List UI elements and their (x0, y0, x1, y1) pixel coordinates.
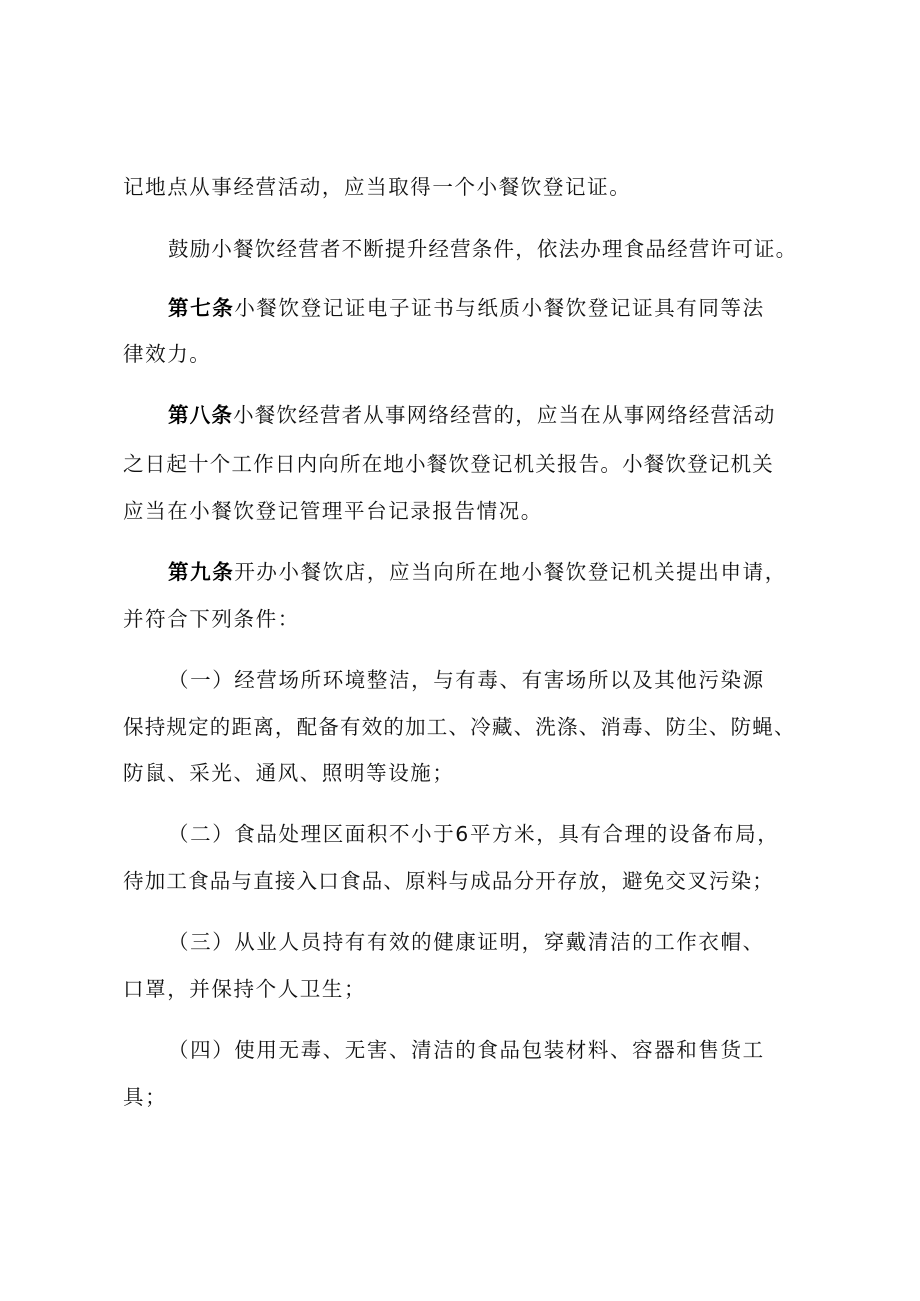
paragraph-1-line-1: 记地点从事经营活动，应当取得一个小餐饮登记证。 (123, 175, 632, 199)
article-9-text: 开办小餐饮店，应当向所在地小餐饮登记机关提出申请， (234, 560, 787, 584)
article-8-heading: 第八条 (168, 403, 234, 427)
item-3-line-1: （三）从业人员持有有效的健康证明，穿戴清洁的工作衣帽、 (168, 930, 765, 954)
article-9-line-1 (168, 557, 787, 587)
item-4-line-1: （四）使用无毒、无害、清洁的食品包装材料、容器和售货工 (168, 1038, 765, 1062)
article-9-heading: 第九条 (168, 560, 235, 584)
article-8-line-3: 应当在小餐饮登记管理平台记录报告情况。 (123, 499, 543, 523)
article-7-line-1 (168, 293, 765, 323)
article-9-line-2: 并符合下列条件： (123, 607, 300, 631)
item-1-line-3: 防鼠、采光、通风、照明等设施； (123, 761, 455, 785)
article-8-text: 小餐饮经营者从事网络经营的，应当在从事网络经营活动 (233, 403, 776, 427)
item-1-line-2: 保持规定的距离，配备有效的加工、冷藏、洗涤、消毒、防尘、防蝇、 (123, 715, 796, 739)
article-7-text: 小餐饮登记证电子证书与纸质小餐饮登记证具有同等法 (234, 296, 765, 320)
article-8-line-1 (168, 400, 776, 430)
article-7-heading: 第七条 (168, 296, 235, 320)
item-2-line-2: 待加工食品与直接入口食品、原料与成品分开存放，避免交叉污染； (123, 869, 774, 893)
item-2-line-1: （二）食品处理区面积不小于6平方米，具有合理的设备布局， (168, 822, 780, 846)
item-3-line-2: 口罩，并保持个人卫生； (123, 977, 367, 1001)
article-8-line-2: 之日起十个工作日内向所在地小餐饮登记机关报告。小餐饮登记机关 (123, 452, 774, 476)
article-7-line-2: 律效力。 (123, 342, 212, 366)
paragraph-2-line-1: 鼓励小餐饮经营者不断提升经营条件，依法办理食品经营许可证。 (168, 237, 798, 261)
item-4-line-2: 具； (123, 1085, 168, 1109)
item-1-line-1: （一）经营场所环境整洁，与有毒、有害场所以及其他污染源 (168, 668, 765, 692)
